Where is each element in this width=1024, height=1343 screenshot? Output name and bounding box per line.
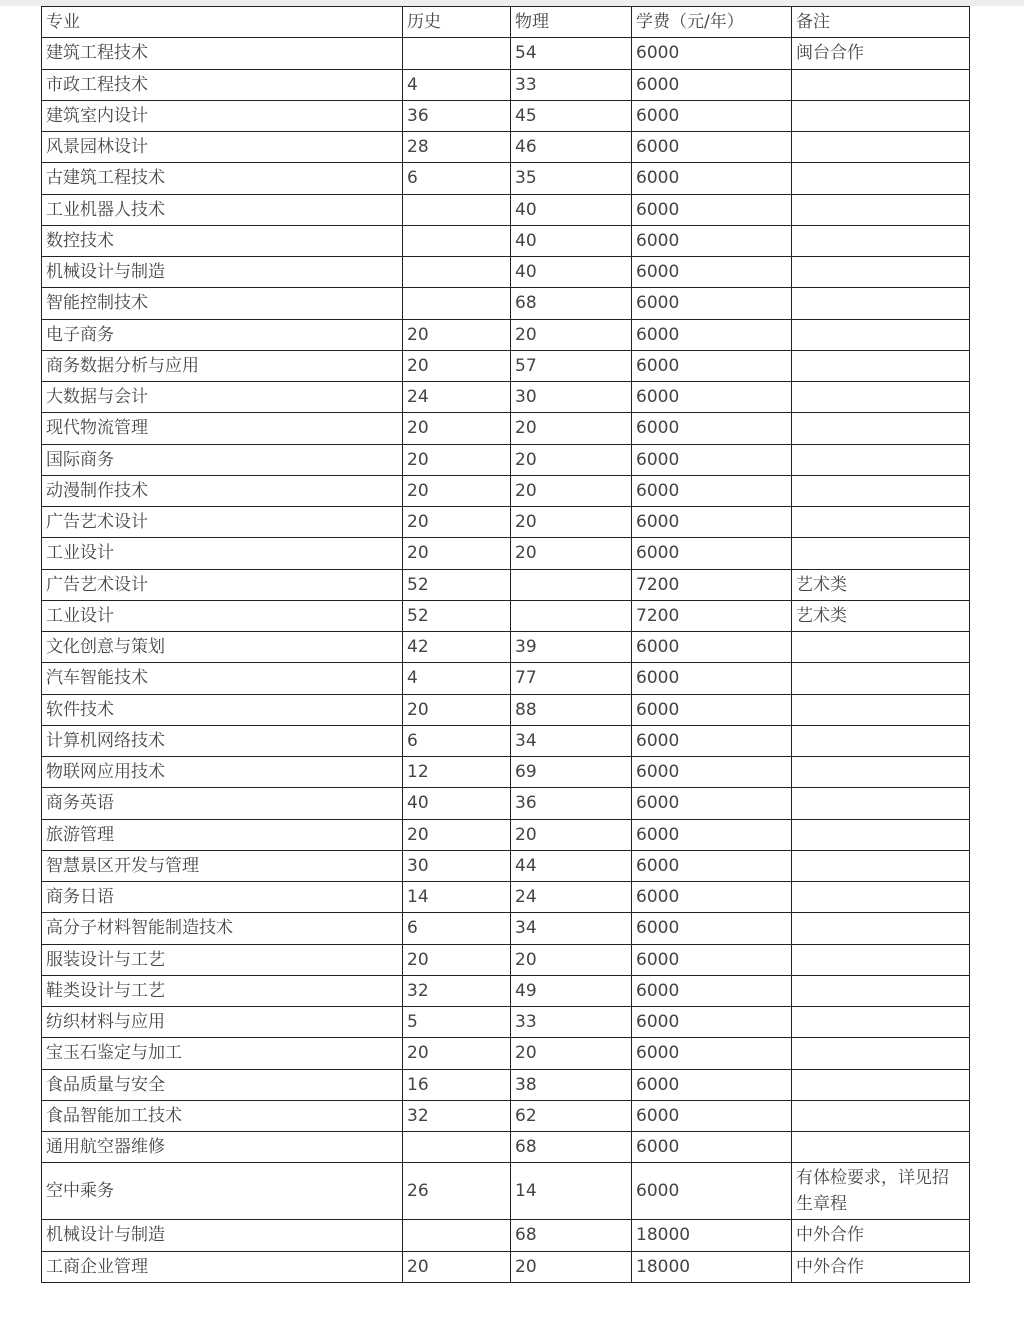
table-row (42, 725, 970, 756)
cell-major: 计算机网络技术 (42, 725, 403, 756)
cell-history: 24 (403, 382, 511, 413)
cell-note (792, 1069, 970, 1100)
cell-major: 智能控制技术 (42, 288, 403, 319)
cell-physics: 34 (511, 913, 632, 944)
cell-fee: 6000 (632, 194, 792, 225)
cell-history: 52 (403, 600, 511, 631)
table-row (42, 882, 970, 913)
cell-fee: 6000 (632, 819, 792, 850)
cell-fee: 6000 (632, 1069, 792, 1100)
cell-physics: 34 (511, 725, 632, 756)
cell-major: 食品质量与安全 (42, 1069, 403, 1100)
cell-fee: 6000 (632, 1163, 792, 1220)
cell-history: 6 (403, 725, 511, 756)
table-row (42, 413, 970, 444)
header-fee: 学费（元/年） (632, 7, 792, 38)
cell-physics: 20 (511, 538, 632, 569)
cell-history: 32 (403, 975, 511, 1006)
cell-major: 服装设计与工艺 (42, 944, 403, 975)
cell-note (792, 757, 970, 788)
cell-major: 工业设计 (42, 538, 403, 569)
cell-major: 汽车智能技术 (42, 663, 403, 694)
table-row (42, 663, 970, 694)
cell-fee: 6000 (632, 1007, 792, 1038)
cell-fee: 6000 (632, 757, 792, 788)
cell-history: 4 (403, 663, 511, 694)
table-row (42, 100, 970, 131)
cell-physics: 24 (511, 882, 632, 913)
table-row (42, 132, 970, 163)
cell-major: 广告艺术设计 (42, 569, 403, 600)
table-row (42, 1069, 970, 1100)
table-row (42, 913, 970, 944)
cell-fee: 6000 (632, 288, 792, 319)
cell-fee: 6000 (632, 132, 792, 163)
table-row (42, 288, 970, 319)
cell-note: 中外合作 (792, 1251, 970, 1282)
cell-note: 艺术类 (792, 569, 970, 600)
cell-major: 通用航空器维修 (42, 1132, 403, 1163)
cell-physics: 20 (511, 507, 632, 538)
cell-history: 12 (403, 757, 511, 788)
cell-major: 机械设计与制造 (42, 257, 403, 288)
table-row (42, 225, 970, 256)
cell-history: 30 (403, 850, 511, 881)
cell-major: 电子商务 (42, 319, 403, 350)
cell-history: 20 (403, 1251, 511, 1282)
cell-note (792, 1100, 970, 1131)
cell-major: 建筑工程技术 (42, 38, 403, 69)
cell-fee: 18000 (632, 1220, 792, 1251)
cell-major: 商务数据分析与应用 (42, 350, 403, 381)
cell-physics: 30 (511, 382, 632, 413)
cell-physics: 39 (511, 632, 632, 663)
table-row (42, 850, 970, 881)
cell-note (792, 1007, 970, 1038)
cell-major: 鞋类设计与工艺 (42, 975, 403, 1006)
table-row (42, 757, 970, 788)
cell-physics (511, 600, 632, 631)
table-row (42, 1163, 970, 1220)
cell-physics: 35 (511, 163, 632, 194)
cell-fee: 6000 (632, 538, 792, 569)
table-row (42, 1100, 970, 1131)
cell-history (403, 1220, 511, 1251)
cell-fee: 6000 (632, 69, 792, 100)
table-row (42, 475, 970, 506)
cell-fee: 6000 (632, 475, 792, 506)
table-row (42, 944, 970, 975)
cell-note (792, 69, 970, 100)
table-row (42, 319, 970, 350)
cell-note (792, 319, 970, 350)
table-row (42, 975, 970, 1006)
cell-fee: 6000 (632, 350, 792, 381)
cell-note: 艺术类 (792, 600, 970, 631)
cell-major: 风景园林设计 (42, 132, 403, 163)
cell-fee: 6000 (632, 38, 792, 69)
cell-note (792, 1132, 970, 1163)
cell-fee: 6000 (632, 882, 792, 913)
table-row (42, 1007, 970, 1038)
cell-physics: 20 (511, 444, 632, 475)
table-row (42, 569, 970, 600)
cell-physics: 40 (511, 194, 632, 225)
cell-history: 20 (403, 538, 511, 569)
cell-physics: 88 (511, 694, 632, 725)
cell-history: 20 (403, 694, 511, 725)
cell-note: 闽台合作 (792, 38, 970, 69)
cell-fee: 6000 (632, 163, 792, 194)
cell-history: 32 (403, 1100, 511, 1131)
cell-history: 16 (403, 1069, 511, 1100)
cell-physics: 49 (511, 975, 632, 1006)
cell-note (792, 413, 970, 444)
cell-major: 古建筑工程技术 (42, 163, 403, 194)
table-row (42, 632, 970, 663)
cell-major: 空中乘务 (42, 1163, 403, 1220)
cell-fee: 7200 (632, 600, 792, 631)
cell-physics: 45 (511, 100, 632, 131)
header-physics: 物理 (511, 7, 632, 38)
cell-physics (511, 569, 632, 600)
cell-fee: 7200 (632, 569, 792, 600)
table-row (42, 382, 970, 413)
cell-note (792, 632, 970, 663)
cell-note (792, 788, 970, 819)
cell-history: 20 (403, 944, 511, 975)
cell-physics: 46 (511, 132, 632, 163)
table-row (42, 1132, 970, 1163)
cell-history: 20 (403, 819, 511, 850)
table-row (42, 600, 970, 631)
cell-physics: 20 (511, 475, 632, 506)
cell-note (792, 538, 970, 569)
cell-major: 纺织材料与应用 (42, 1007, 403, 1038)
cell-major: 工商企业管理 (42, 1251, 403, 1282)
cell-physics: 20 (511, 413, 632, 444)
cell-physics: 20 (511, 944, 632, 975)
cell-physics: 20 (511, 819, 632, 850)
cell-note (792, 975, 970, 1006)
cell-fee: 6000 (632, 788, 792, 819)
cell-physics: 54 (511, 38, 632, 69)
table-header-row (42, 7, 970, 38)
cell-physics: 40 (511, 225, 632, 256)
header-note: 备注 (792, 7, 970, 38)
table-row (42, 819, 970, 850)
cell-physics: 62 (511, 1100, 632, 1131)
cell-physics: 69 (511, 757, 632, 788)
cell-physics: 36 (511, 788, 632, 819)
cell-history: 20 (403, 350, 511, 381)
cell-physics: 68 (511, 288, 632, 319)
cell-note (792, 663, 970, 694)
cell-history: 20 (403, 1038, 511, 1069)
cell-major: 动漫制作技术 (42, 475, 403, 506)
cell-major: 商务日语 (42, 882, 403, 913)
cell-fee: 6000 (632, 694, 792, 725)
cell-history (403, 1132, 511, 1163)
cell-major: 大数据与会计 (42, 382, 403, 413)
cell-history: 26 (403, 1163, 511, 1220)
cell-note (792, 163, 970, 194)
cell-major: 高分子材料智能制造技术 (42, 913, 403, 944)
table-row (42, 257, 970, 288)
table-row (42, 1038, 970, 1069)
table-row (42, 38, 970, 69)
cell-history (403, 288, 511, 319)
cell-major: 广告艺术设计 (42, 507, 403, 538)
cell-note (792, 475, 970, 506)
cell-physics: 20 (511, 1038, 632, 1069)
cell-fee: 6000 (632, 319, 792, 350)
cell-fee: 6000 (632, 257, 792, 288)
table-row (42, 1251, 970, 1282)
cell-note (792, 288, 970, 319)
cell-history: 20 (403, 319, 511, 350)
admission-plan-table (41, 6, 970, 1283)
cell-major: 数控技术 (42, 225, 403, 256)
cell-note (792, 882, 970, 913)
cell-fee: 6000 (632, 444, 792, 475)
cell-history (403, 257, 511, 288)
cell-physics: 68 (511, 1220, 632, 1251)
cell-note (792, 944, 970, 975)
table-row (42, 350, 970, 381)
cell-history: 20 (403, 444, 511, 475)
cell-note (792, 225, 970, 256)
cell-physics: 33 (511, 69, 632, 100)
cell-note (792, 850, 970, 881)
cell-history: 6 (403, 913, 511, 944)
cell-history: 20 (403, 507, 511, 538)
cell-note (792, 507, 970, 538)
cell-major: 市政工程技术 (42, 69, 403, 100)
table-body (42, 38, 970, 1283)
cell-note (792, 194, 970, 225)
cell-major: 旅游管理 (42, 819, 403, 850)
cell-major: 食品智能加工技术 (42, 1100, 403, 1131)
cell-fee: 18000 (632, 1251, 792, 1282)
cell-physics: 33 (511, 1007, 632, 1038)
cell-note: 中外合作 (792, 1220, 970, 1251)
cell-fee: 6000 (632, 1100, 792, 1131)
cell-history: 40 (403, 788, 511, 819)
cell-history: 5 (403, 1007, 511, 1038)
table-row (42, 444, 970, 475)
cell-fee: 6000 (632, 663, 792, 694)
cell-history (403, 38, 511, 69)
cell-major: 文化创意与策划 (42, 632, 403, 663)
header-major: 专业 (42, 7, 403, 38)
cell-note (792, 913, 970, 944)
header-history: 历史 (403, 7, 511, 38)
cell-note (792, 382, 970, 413)
cell-history: 36 (403, 100, 511, 131)
cell-history: 6 (403, 163, 511, 194)
cell-physics: 57 (511, 350, 632, 381)
cell-major: 智慧景区开发与管理 (42, 850, 403, 881)
cell-history: 20 (403, 413, 511, 444)
table-row (42, 163, 970, 194)
cell-major: 软件技术 (42, 694, 403, 725)
cell-note (792, 132, 970, 163)
cell-fee: 6000 (632, 1132, 792, 1163)
cell-note (792, 1038, 970, 1069)
cell-note (792, 444, 970, 475)
cell-note (792, 100, 970, 131)
table-row (42, 69, 970, 100)
cell-fee: 6000 (632, 975, 792, 1006)
cell-fee: 6000 (632, 225, 792, 256)
cell-fee: 6000 (632, 100, 792, 131)
table-row (42, 788, 970, 819)
cell-major: 建筑室内设计 (42, 100, 403, 131)
cell-fee: 6000 (632, 632, 792, 663)
cell-physics: 77 (511, 663, 632, 694)
cell-fee: 6000 (632, 850, 792, 881)
cell-note (792, 350, 970, 381)
cell-major: 物联网应用技术 (42, 757, 403, 788)
cell-history: 28 (403, 132, 511, 163)
cell-fee: 6000 (632, 413, 792, 444)
cell-fee: 6000 (632, 382, 792, 413)
cell-history: 4 (403, 69, 511, 100)
table-row (42, 1220, 970, 1251)
cell-major: 工业设计 (42, 600, 403, 631)
cell-physics: 38 (511, 1069, 632, 1100)
cell-physics: 40 (511, 257, 632, 288)
cell-major: 宝玉石鉴定与加工 (42, 1038, 403, 1069)
cell-major: 机械设计与制造 (42, 1220, 403, 1251)
cell-physics: 44 (511, 850, 632, 881)
cell-physics: 20 (511, 1251, 632, 1282)
table-row (42, 694, 970, 725)
cell-fee: 6000 (632, 507, 792, 538)
cell-major: 现代物流管理 (42, 413, 403, 444)
cell-physics: 14 (511, 1163, 632, 1220)
cell-history: 52 (403, 569, 511, 600)
cell-history: 20 (403, 475, 511, 506)
table-row (42, 538, 970, 569)
cell-history: 42 (403, 632, 511, 663)
cell-history (403, 225, 511, 256)
table-row (42, 507, 970, 538)
cell-fee: 6000 (632, 725, 792, 756)
cell-note: 有体检要求，详见招生章程 (792, 1163, 970, 1220)
cell-fee: 6000 (632, 944, 792, 975)
cell-history: 14 (403, 882, 511, 913)
cell-note (792, 725, 970, 756)
cell-note (792, 257, 970, 288)
cell-fee: 6000 (632, 913, 792, 944)
cell-note (792, 694, 970, 725)
cell-fee: 6000 (632, 1038, 792, 1069)
cell-physics: 20 (511, 319, 632, 350)
cell-major: 国际商务 (42, 444, 403, 475)
cell-major: 商务英语 (42, 788, 403, 819)
cell-note (792, 819, 970, 850)
cell-major: 工业机器人技术 (42, 194, 403, 225)
table-row (42, 194, 970, 225)
cell-history (403, 194, 511, 225)
cell-physics: 68 (511, 1132, 632, 1163)
